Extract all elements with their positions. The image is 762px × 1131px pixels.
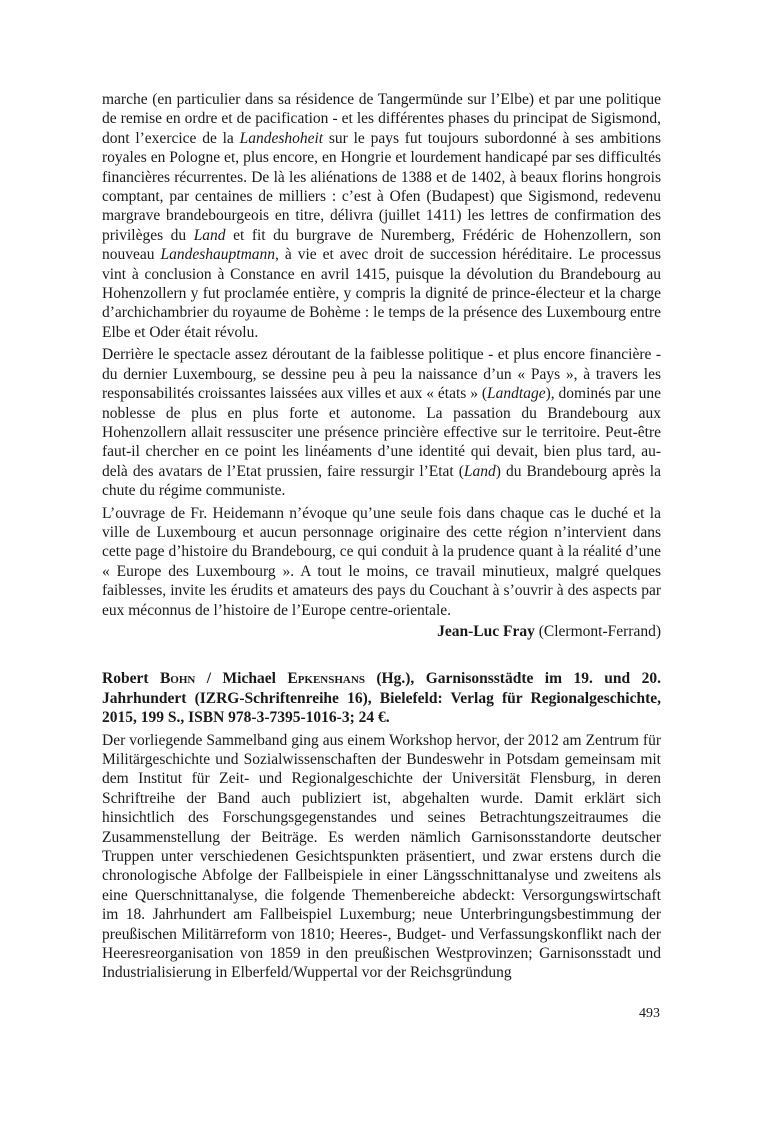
text-run: Derrière le spectacle assez déroutant de la faiblesse politique - et plus encore financière - du dernier Luxembourg, se dessine peu à peu la naissance d’un « Pays », à travers les responsabilités croissantes laissées aux villes et aux « états » ( <box>102 346 661 403</box>
text-run: , à vie et avec droit de succession héréditaire. Le processus vint à conclusion à Constance en avril 1415, puisque la dévolution du Brandebourg au Hohenzollern y fut proclamée entière, y compris la dignité de prince-électeur et la charge d’archichambrier du royaume de Bohème : le temps de la présence des Luxembourg entre Elbe et Oder était révolu. <box>102 246 661 341</box>
review1-paragraph-3: L’ouvrage de Fr. Heidemann n’évoque qu’une seule fois dans chaque cas le duché et la ville de Luxembourg et aucun personnage originaire des cette région n’intervient dans cette page d’histoire du Brandebourg, ce qui conduit à la prudence quant à la réalité d’une « Europe des Luxembourg ». A tout le moins, ce travail minutieux, malgré quelques faiblesses, invite les érudits et amateurs des pays du Couchant à s’ouvrir à des aspects par eux méconnus de l’histoire de l’Europe centre-orientale. <box>102 504 661 619</box>
italic-term: Land <box>463 462 496 480</box>
author-separator: / Michael <box>195 670 288 688</box>
author1-first: Robert <box>102 670 160 688</box>
review1-signature <box>102 622 661 641</box>
italic-term: Landeshoheit <box>239 129 324 147</box>
text-run: sur le pays fut toujours subordonné à ses ambitions royales en Pologne et, plus encore, en Hongrie et lourdement handicapé par ses difficultés financières récurrentes. De là les aliénations de 1388 et de 1402, à beaux florins hongrois comptant, par centaines de milliers : c’est à Ofen (Budapest) que Sigismond, redevenu margrave brandebourgeois en titre, délivra (juillet 1411) les lettres de confirmation des privilèges du <box>102 129 661 244</box>
page-number: 493 <box>639 1006 660 1021</box>
text-run: et fit du burgrave de Nuremberg, Frédéric de Hohenzollern, son nouveau <box>102 226 661 264</box>
review2-paragraph-1: Der vorliegende Sammelband ging aus einem Workshop hervor, der 2012 am Zentrum für Militärgeschichte und Sozialwissenschaften der Bundeswehr in Potsdam gemeinsam mit dem Institut für Zeit- und Regionalgeschichte der Universität Flensburg, in deren Schriftreihe der Band auch publiziert ist, abgehalten wurde. Damit erklärt sich hinsichtlich des Forschungsgegenstandes und seines Betrachtungszeitraumes die Zusammenstellung der Beiträge. Es werden nämlich Garnisonsstandorte deutscher Truppen unter verschiedenen Gesichtspunkten präsentiert, und zwar erstens durch die chronologische Abfolge der Fallbeispiele in einer Längsschnittanalyse und zweitens als eine Querschnittanalyse, die folgende Themenbereiche abdeckt: Versorgungswirtschaft im 18. Jahrhundert am Fallbeispiel Luxemburg; neue Unterbringungsbestimmung der preußischen Militärreform von 1810; Heeres-, Budget- und Verfassungskonflikt nach der Heeresreorganisation von 1859 in den preußischen Westprovinzen; Garnisonsstadt und Industrialisierung in Elberfeld/Wuppertal vor der Reichsgründung <box>102 731 661 982</box>
reviewer-name: Jean-Luc Fray <box>437 622 535 640</box>
review1-paragraph-2 <box>102 345 661 500</box>
italic-term: Landtage <box>487 385 546 403</box>
italic-term: Land <box>193 226 226 244</box>
text-run: marche (en particulier dans sa résidence de Tangermünde sur l’Elbe) et par une politique de remise en ordre et de pacification - et les différentes phases du principat de Sigismond, dont l’exercice de la <box>102 91 661 147</box>
italic-term: Landeshauptmann <box>160 246 276 264</box>
reviewer-affiliation: (Clermont-Ferrand) <box>534 622 661 640</box>
author2-last: Epkenshans <box>287 670 365 688</box>
review-page <box>102 90 661 983</box>
bibliographic-details: (Hg.), Garnisonsstädte im 19. und 20. Jahrhundert (IZRG-Schriftenreihe 16), Bielefeld: Verlag für Regionalgeschichte, 2015, 199 S., ISBN 978-3-7395-1016-3; 24 €. <box>102 670 661 727</box>
review2-heading <box>102 669 661 727</box>
review1-paragraph-1 <box>102 90 661 342</box>
author1-last: Bohn <box>159 670 196 688</box>
text-run: ) du Brandebourg après la chute du régime communiste. <box>102 462 661 500</box>
text-run: ), dominés par une noblesse de plus en plus forte et autonome. La passation du Brandebourg aux Hohenzollern allait ressusciter une présence princière effective sur le territoire. Peut-être faut-il chercher en ce point les linéaments d’une identité qui devait, bien plus tard, au-delà des avatars de l’Etat prussien, faire ressurgir l’Etat ( <box>102 385 661 480</box>
